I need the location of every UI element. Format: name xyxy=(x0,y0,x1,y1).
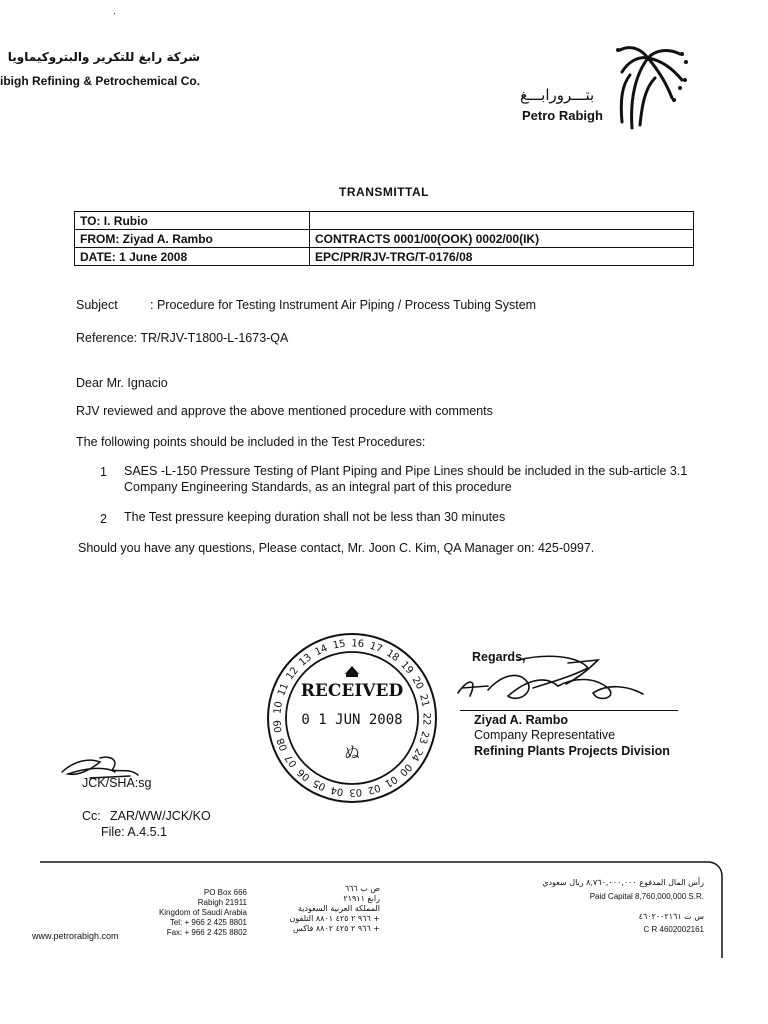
file-reference: File: A.4.5.1 xyxy=(101,825,168,839)
stamp-ring-number: 13 xyxy=(297,652,315,669)
salutation: Dear Mr. Ignacio xyxy=(76,376,168,390)
date-field: DATE: 1 June 2008 xyxy=(75,248,310,266)
stamp-ring-number: 08 xyxy=(275,736,291,753)
item-text: The Test pressure keeping duration shall not be less than 30 minutes xyxy=(124,510,506,524)
fax-number: + ٩٦٦ ٢ ٤٢٥ ٨٨٠٢ فاكس xyxy=(293,924,380,933)
from-field: FROM: Ziyad A. Rambo xyxy=(75,230,310,248)
stamp-ring-number: 22 xyxy=(420,712,432,726)
review-paragraph: RJV reviewed and approve the above mentioned procedure with comments xyxy=(76,404,493,418)
stamp-ring-number: 12 xyxy=(284,665,301,683)
to-field: TO: I. Rubio xyxy=(75,212,310,230)
logo-text-arabic: بتـــرورابـــغ xyxy=(520,86,595,104)
reference-line: Reference: TR/RJV-T1800-L-1673-QA xyxy=(76,331,289,345)
stamp-ring-number: 11 xyxy=(276,681,292,698)
handwritten-signature xyxy=(448,648,658,718)
address-line: رابغ ٢١٩١١ xyxy=(343,894,380,903)
stamp-ring-number: 10 xyxy=(272,700,286,715)
signatory-name: Ziyad A. Rambo xyxy=(474,713,568,727)
stamp-ring-number: 19 xyxy=(398,659,416,677)
paid-capital-arabic: رأس المال المدفوع ٨,٧٦٠,٠٠٠,٠٠٠ ريال سعودي xyxy=(542,878,704,887)
subject-value: : Procedure for Testing Instrument Air Piping / Process Tubing System xyxy=(150,298,537,312)
address-english xyxy=(100,888,247,938)
address-line: Kingdom of Saudi Arabia xyxy=(158,908,247,917)
stamp-ring-number: 18 xyxy=(384,647,401,665)
stamp-ring-number: 17 xyxy=(368,640,384,656)
item-number: 1 xyxy=(100,465,107,479)
stamp-ring-number: 00 xyxy=(396,761,414,778)
received-stamp xyxy=(262,632,442,804)
petro-rabigh-palm-logo xyxy=(610,40,690,130)
stamp-ring-number: 09 xyxy=(272,719,285,734)
cc-label: Cc: xyxy=(82,809,101,823)
empty-cell xyxy=(310,212,694,230)
epc-field: EPC/PR/RJV-TRG/T-0176/08 xyxy=(310,248,694,266)
stamp-ring-number: 15 xyxy=(331,638,347,652)
stamp-ring-number: 04 xyxy=(329,783,345,798)
signatory-role: Company Representative xyxy=(474,728,616,742)
signatory-division: Refining Plants Projects Division xyxy=(474,744,670,758)
scan-speck: · xyxy=(113,8,116,18)
logo-text-english: Petro Rabigh xyxy=(522,108,603,123)
address-line: المملكة العربية السعودية xyxy=(297,904,380,913)
fax-number: Fax: + 966 2 425 8802 xyxy=(166,928,247,937)
address-line: ص ب ٦٦٦ xyxy=(344,884,380,893)
cc-recipients: ZAR/WW/JCK/KO xyxy=(110,809,211,823)
item-text: SAES -L-150 Pressure Testing of Plant Piping and Pipe Lines should be included in the sub-article 3.1 Company Engineering Standards, as an integral part of this procedure xyxy=(124,464,688,494)
points-intro: The following points should be included in the Test Procedures: xyxy=(76,435,426,449)
stamp-ring-number: 02 xyxy=(366,781,382,796)
stamp-ring-number: 07 xyxy=(283,752,300,769)
phone-number: + ٩٦٦ ٢ ٤٢٥ ٨٨٠١ التلفون xyxy=(289,914,380,923)
company-name-english: ibigh Refining & Petrochemical Co. xyxy=(0,74,201,88)
commercial-registration-arabic: س ت ٤٦٠٢٠٠٢١٦١ xyxy=(638,912,704,921)
address-arabic xyxy=(262,884,380,934)
stamp-initial-mark: ぬ xyxy=(343,743,361,762)
stamp-ring-number: 20 xyxy=(409,675,426,692)
item-number: 2 xyxy=(100,512,107,526)
document-title: TRANSMITTAL xyxy=(339,185,429,199)
phone-number: Tel: + 966 2 425 8801 xyxy=(169,918,247,927)
stamp-ring-number: 14 xyxy=(313,642,330,659)
stamp-date: 0 1 JUN 2008 xyxy=(301,712,403,728)
stamp-ring-number: 16 xyxy=(350,638,365,651)
subject-label: Subject xyxy=(76,298,118,312)
stamp-ring-number: 23 xyxy=(416,729,431,746)
stamp-ring-number: 06 xyxy=(295,766,313,783)
regards-text: Regards, xyxy=(472,650,526,664)
stamp-received-label: RECEIVED xyxy=(300,681,404,701)
stamp-ring-number: 05 xyxy=(311,776,328,793)
commercial-registration-english: C R 4602002161 xyxy=(643,925,704,934)
address-line: Rabigh 21911 xyxy=(197,898,247,907)
contracts-field: CONTRACTS 0001/00(OOK) 0002/00(IK) xyxy=(310,230,694,248)
company-name-arabic: شركة رابغ للتكرير والبتروكيماويا xyxy=(7,50,200,64)
stamp-ring-number: 01 xyxy=(382,773,400,790)
signature-line xyxy=(460,710,678,711)
typist-initials: JCK/SHA:sg xyxy=(82,776,152,790)
stamp-ring-number: 21 xyxy=(417,693,431,709)
website-link[interactable]: www.petrorabigh.com xyxy=(32,931,119,941)
transmittal-info-table xyxy=(74,211,694,266)
contact-paragraph: Should you have any questions, Please contact, Mr. Joon C. Kim, QA Manager on: 425-0997. xyxy=(78,541,595,555)
stamp-ring-number: 24 xyxy=(408,746,425,763)
paid-capital-english: Paid Capital 8,760,000,000 S.R. xyxy=(589,892,704,901)
stamp-ring-number: 03 xyxy=(349,786,363,798)
address-line: PO Box 666 xyxy=(203,888,247,897)
